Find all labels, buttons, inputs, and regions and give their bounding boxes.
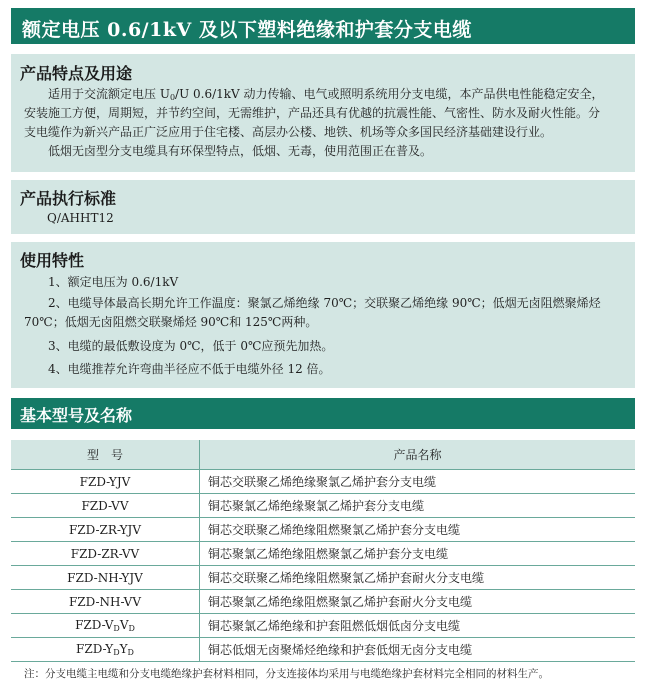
model-cell: FZD-ZR-VV bbox=[11, 542, 200, 566]
usage-line-2: 2、电缆导体最高长期允许工作温度：聚氯乙烯绝缘 70℃；交联聚乙烯绝缘 90℃；低烟无卤阻燃聚烯烃 bbox=[48, 296, 601, 310]
name-cell: 铜芯交联聚乙烯绝缘聚氯乙烯护套分支电缆 bbox=[200, 470, 636, 494]
model-cell: FZD-$Y_DY_D$ bbox=[11, 638, 200, 662]
table-row bbox=[11, 638, 635, 662]
name-cell: 铜芯聚氯乙烯绝缘阻燃聚氯乙烯护套分支电缆 bbox=[200, 542, 636, 566]
model-cell: FZD-YJV bbox=[11, 470, 200, 494]
model-cell: FZD-NH-VV bbox=[11, 590, 200, 614]
models-heading: 基本型号及名称 bbox=[20, 406, 133, 425]
models-section-bar bbox=[11, 398, 635, 429]
usage-line-5: 4、电缆推荐允许弯曲半径应不低于电缆外径 12 倍。 bbox=[48, 362, 331, 376]
features-heading: 产品特点及用途 bbox=[20, 64, 133, 83]
model-cell: FZD-$V_DV_D$ bbox=[11, 614, 200, 638]
name-cell: 铜芯聚氯乙烯绝缘聚氯乙烯护套分支电缆 bbox=[200, 494, 636, 518]
document-title: 额定电压 0.6/1kV 及以下塑料绝缘和护套分支电缆 bbox=[22, 19, 472, 41]
standard-panel bbox=[11, 180, 635, 234]
document-title-bar bbox=[11, 8, 635, 44]
table-row bbox=[11, 494, 635, 518]
name-cell: 铜芯交联聚乙烯绝缘阻燃聚氯乙烯护套分支电缆 bbox=[200, 518, 636, 542]
name-cell: 铜芯交联聚乙烯绝缘阻燃聚氯乙烯护套耐火分支电缆 bbox=[200, 566, 636, 590]
table-row bbox=[11, 566, 635, 590]
usage-line-1: 1、额定电压为 0.6/1kV bbox=[48, 275, 179, 289]
models-table bbox=[11, 440, 635, 662]
name-cell: 铜芯聚氯乙烯绝缘阻燃聚氯乙烯护套耐火分支电缆 bbox=[200, 590, 636, 614]
table-row bbox=[11, 614, 635, 638]
model-cell: FZD-VV bbox=[11, 494, 200, 518]
features-panel bbox=[11, 54, 635, 172]
col-model-header: 型 号 bbox=[11, 440, 200, 470]
name-cell: 铜芯低烟无卤聚烯烃绝缘和护套低烟无卤分支电缆 bbox=[200, 638, 636, 662]
model-cell: FZD-ZR-YJV bbox=[11, 518, 200, 542]
table-row bbox=[11, 470, 635, 494]
table-row bbox=[11, 518, 635, 542]
table-row bbox=[11, 590, 635, 614]
features-line-4: 低烟无卤型分支电缆具有环保型特点，低烟、无毒，使用范围正在普及。 bbox=[48, 144, 433, 158]
usage-panel bbox=[11, 242, 635, 388]
usage-line-3: 70℃；低烟无卤阻燃交联聚烯烃 90℃和 125℃两种。 bbox=[24, 315, 318, 329]
features-line-1: 适用于交流额定电压 $U_0/U$ 0.6/1kV 动力传输、电气或照明系统用分支电缆，本产品供电性能稳定安全， bbox=[48, 87, 604, 102]
model-cell: FZD-NH-YJV bbox=[11, 566, 200, 590]
standard-heading: 产品执行标准 bbox=[20, 189, 117, 208]
standard-value: Q/AHHT12 bbox=[47, 211, 114, 225]
col-name-header: 产品名称 bbox=[200, 440, 636, 470]
name-cell: 铜芯聚氯乙烯绝缘和护套阻燃低烟低卤分支电缆 bbox=[200, 614, 636, 638]
table-row bbox=[11, 542, 635, 566]
features-line-3: 支电缆作为新兴产品正广泛应用于住宅楼、高层办公楼、地铁、机场等众多国民经济基础建设行业。 bbox=[24, 125, 553, 139]
usage-heading: 使用特性 bbox=[20, 251, 85, 270]
features-line-2: 安装施工方便，周期短，并节约空间，无需维护，产品还具有优越的抗震性能、气密性、防水及耐火性能。分 bbox=[24, 106, 601, 120]
table-header-row bbox=[11, 440, 635, 470]
usage-line-4: 3、电缆的最低敷设度为 0℃，低于 0℃应预先加热。 bbox=[48, 339, 334, 353]
footnote: 注：分支电缆主电缆和分支电缆绝缘护套材料相同，分支连接体均采用与电缆绝缘护套材料完全相同的材料生产。 bbox=[24, 668, 549, 680]
